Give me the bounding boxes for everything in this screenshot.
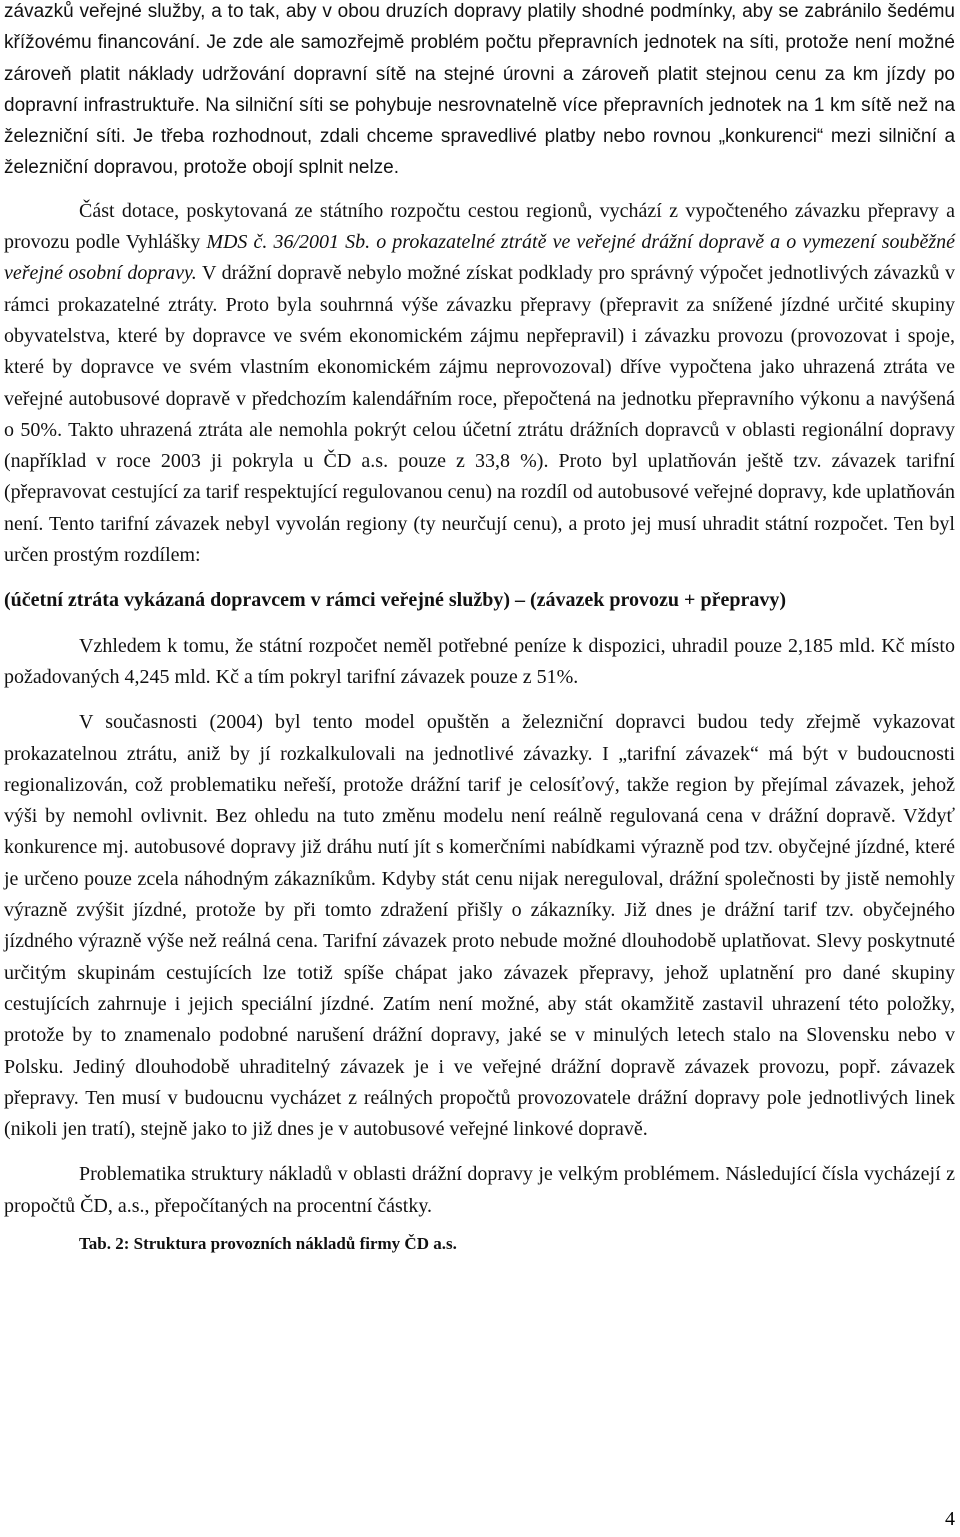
paragraph-2-text-a: Část dotace, poskytovaná ze státního rozpočtu cestou regionů, vychází z vypočteného závazku přepravy a provozu podle Vyhlášky [4,199,955,254]
decree-title: o prokazatelné ztrátě ve veřejné drážní dopravě a o vymezení souběžné veřejné osobní dopravy. [4,231,956,285]
page-number: 4 [945,1508,955,1530]
paragraph-3: Vzhledem k tomu, že státní rozpočet neměl potřebné peníze k dispozici, uhradil pouze 2,185 mld. Kč místo požadovaných 4,245 mld. Kč a tím pokryl tarifní závazek pouze z 51%. [4,634,955,688]
paragraph-2 [4,196,955,572]
paragraph-1 [4,0,955,184]
paragraph-5: Problematika struktury nákladů v oblasti drážní dopravy je velkým problémem. Následující čísla vycházejí z propočtů ČD, a.s., přepočítaných na procentní částky. [4,1163,955,1217]
paragraph-1-text-c: Je třeba rozhodnout, zdali chceme spravedlivé platby nebo rovnou „konkurenci“ mezi silniční a železniční dopravou, protože obojí splnit nelze. [4,126,956,179]
decree-reference: MDS č. 36/2001 Sb. [206,231,371,254]
paragraph-1-text-a: závazků veřejné služby, a to tak, aby v obou druzích dopravy platily shodné podmínky, aby se zabránilo šedému křížovému financování. Je zde ale samozřejmě problém počtu přepravních jednotek na síti, protože není možné zároveň platit náklady udržování dopravní sítě na stejné úrovni a zároveň platit stejnou cenu za km jízdy po dopravní infrastruktuře. [4,1,955,116]
paragraph-2-text-d: V drážní dopravě nebylo možné získat podklady pro správný výpočet jednotlivých závazků v rámci prokazatelné ztráty. Proto byla souhrnná výše závazku přepravy (přepravit za snížené jízdné určité skupiny obyvatelstva, které by dopravce ve svém ekonomickém zájmu nepřepravil) i závazku provozu (provozovat i spoje, které by dopravce ve svém vlastním ekonomickém zájmu neprovozoval) dříve vypočtena jako uhrazená ztráta ve veřejné autobusové dopravě v předchozím kalendářním roce, přepočtená na jednotku přepravního výkonu a navýšená o 50%. Takto uhrazená ztráta ale nemohla pokrýt celou účetní ztrátu drážních dopravců v oblasti regionální dopravy (například v roce 2003 ji pokryla u ČD a.s. pouze z 33,8 %). Proto byl uplatňován ještě tzv. závazek tarifní (přepravovat cestující za tarif respektující regulovanou cenu) na rozdíl od autobusové veřejné dopravy, kde uplatňován není. Tento tarifní závazek nebyl vyvolán regiony (ty neurčují cenu), a proto jej musí uhradit státní rozpočet. Ten byl určen prostým rozdílem: [4,262,955,567]
document-page [4,0,955,1254]
table-caption: Tab. 2: Struktura provozních nákladů firmy ČD a.s. [79,1233,457,1253]
formula-line: (účetní ztráta vykázaná dopravcem v rámci veřejné služby) – (závazek provozu + přepravy) [4,589,786,612]
paragraph-4: V současnosti (2004) byl tento model opuštěn a železniční dopravci budou tedy zřejmě vykazovat prokazatelnou ztrátu, aniž by jí rozkalkulovali na jednotlivé závazky. I „tarifní závazek“ má být v budoucnosti regionalizován, což problematiku neřeší, protože drážní tarif je celosíťový, takže region by přejímal závazek, jehož výši by nemohl ovlivnit. Bez ohledu na tuto změnu modelu není reálně regulovaná cena v drážní dopravě. Vždyť konkurence mj. autobusové dopravy již dráhu nutí jít s komerčními nabídkami výrazně pod tzv. obyčejné jízdné, které je určeno pouze zcela náhodným zákazníkům. Kdyby stát cenu nijak nereguloval, drážní společnosti by jistě nemohly výrazně zvýšit jízdné, protože by při tomto zdražení přišly o zákazníky. Již dnes je drážní tarif tzv. obyčejného jízdného výrazně výše než reálná cena. Tarifní závazek proto nebude možné dlouhodobě uplatňovat. Slevy poskytnuté určitým skupinám cestujících lze totiž spíše chápat jako závazek přepravy, jehož uplatnění pro dané skupiny cestujících zahrnuje i jejich speciální jízdné. Zatím není možné, aby stát okamžitě zastavil uhrazení této položky, protože by to znamenalo podobné narušení drážní dopravy, jaké se v minulých letech stalo na Slovensku nebo v Polsku. Jediný dlouhodobě uhraditelný závazek je i ve veřejné drážní dopravě závazek provozu, popř. závazek přepravy. Ten musí v budoucnu vycházet z reálných propočtů provozovatele drážní dopravy pole jednotlivých linek (nikoli jen tratí), stejně jako to již dnes je v autobusové veřejné linkové dopravě. [4,711,955,1141]
paragraph-1-text-b: Na silniční síti se pohybuje nesrovnatelně více přepravních jednotek na 1 km sítě než na železniční síti. [4,94,956,148]
